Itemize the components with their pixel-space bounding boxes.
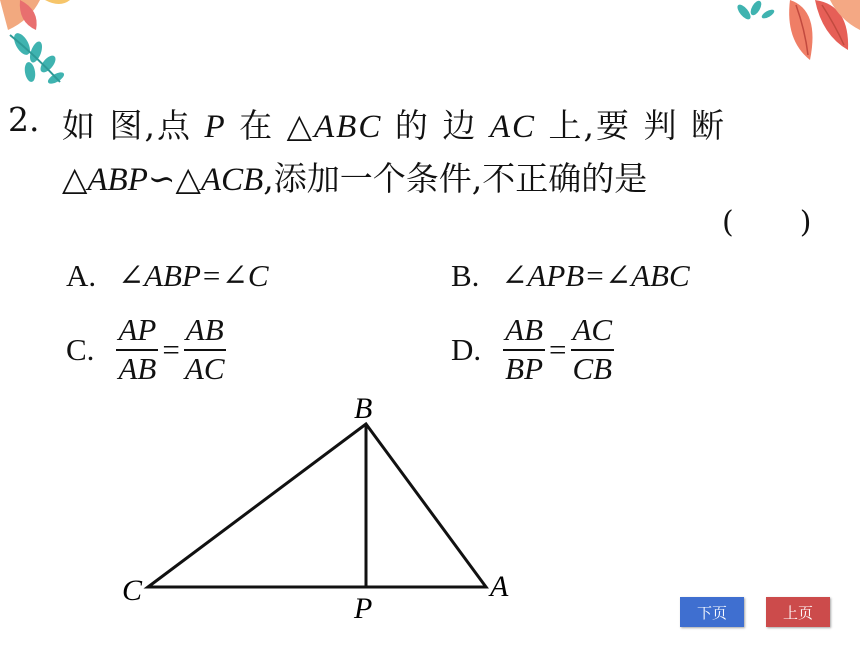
vertex-label-c: C xyxy=(122,574,143,607)
question-text: 上,要 判 断 xyxy=(536,106,726,145)
equals-sign: = xyxy=(162,331,180,367)
denominator: BP xyxy=(505,350,544,386)
point-label-p: P xyxy=(354,592,373,625)
triangle-symbol: △ xyxy=(175,159,201,198)
denominator: AB xyxy=(118,350,157,386)
next-page-button[interactable] xyxy=(680,597,744,627)
question-line-1 xyxy=(62,100,726,147)
triangle-acb: ACB xyxy=(200,162,264,198)
side-ac: AC xyxy=(489,109,536,145)
triangle-symbol: △ xyxy=(62,159,88,198)
similar-symbol: ∽ xyxy=(147,159,176,198)
numerator: AP xyxy=(116,314,158,351)
paren-open: ( xyxy=(722,205,734,240)
option-d[interactable] xyxy=(451,314,614,385)
prev-page-button[interactable] xyxy=(766,597,830,627)
triangle-abp: ABP xyxy=(87,162,148,198)
fraction-ab-ac xyxy=(184,314,226,385)
floral-decoration-right xyxy=(730,0,860,75)
floral-decoration-left xyxy=(0,0,90,95)
triangle-abc-shape xyxy=(148,424,486,587)
question-line-2 xyxy=(62,153,647,200)
question-text: 的 边 xyxy=(382,106,490,145)
numerator: AC xyxy=(571,314,615,351)
fraction-ab-bp xyxy=(503,314,545,385)
prev-page-label: 上页 xyxy=(782,603,813,622)
numerator: AB xyxy=(184,314,226,351)
question-text: 在 △ xyxy=(226,106,315,145)
option-c-label: C. xyxy=(66,331,95,367)
denominator: AC xyxy=(184,350,225,386)
fraction-ap-ab xyxy=(116,314,158,385)
option-b-text: ∠APB=∠ABC xyxy=(501,258,690,293)
option-b[interactable] xyxy=(451,258,690,294)
next-page-label: 下页 xyxy=(696,603,727,622)
vertex-label-b: B xyxy=(354,392,373,425)
option-d-label: D. xyxy=(451,331,482,367)
vertex-label-a: A xyxy=(490,570,509,603)
paren-close: ) xyxy=(799,205,812,240)
answer-blank xyxy=(722,205,811,240)
equals-sign: = xyxy=(549,331,567,367)
point-p: P xyxy=(204,109,227,145)
question-text: ,添加一个条件,不正确的是 xyxy=(263,159,648,198)
question-text: ,点 xyxy=(144,106,205,145)
triangle-abc: ABC xyxy=(314,109,383,145)
triangle-figure xyxy=(110,388,530,628)
fraction-ac-cb xyxy=(571,314,615,385)
denominator: CB xyxy=(572,350,613,386)
option-c[interactable] xyxy=(66,314,226,385)
question-text: 如 图 xyxy=(62,106,145,145)
option-a-text: ∠ABP=∠C xyxy=(118,258,269,293)
numerator: AB xyxy=(503,314,545,351)
option-a[interactable] xyxy=(66,258,269,294)
option-a-label: A. xyxy=(66,258,97,293)
question-number: 2. xyxy=(8,100,40,139)
option-b-label: B. xyxy=(451,258,480,293)
